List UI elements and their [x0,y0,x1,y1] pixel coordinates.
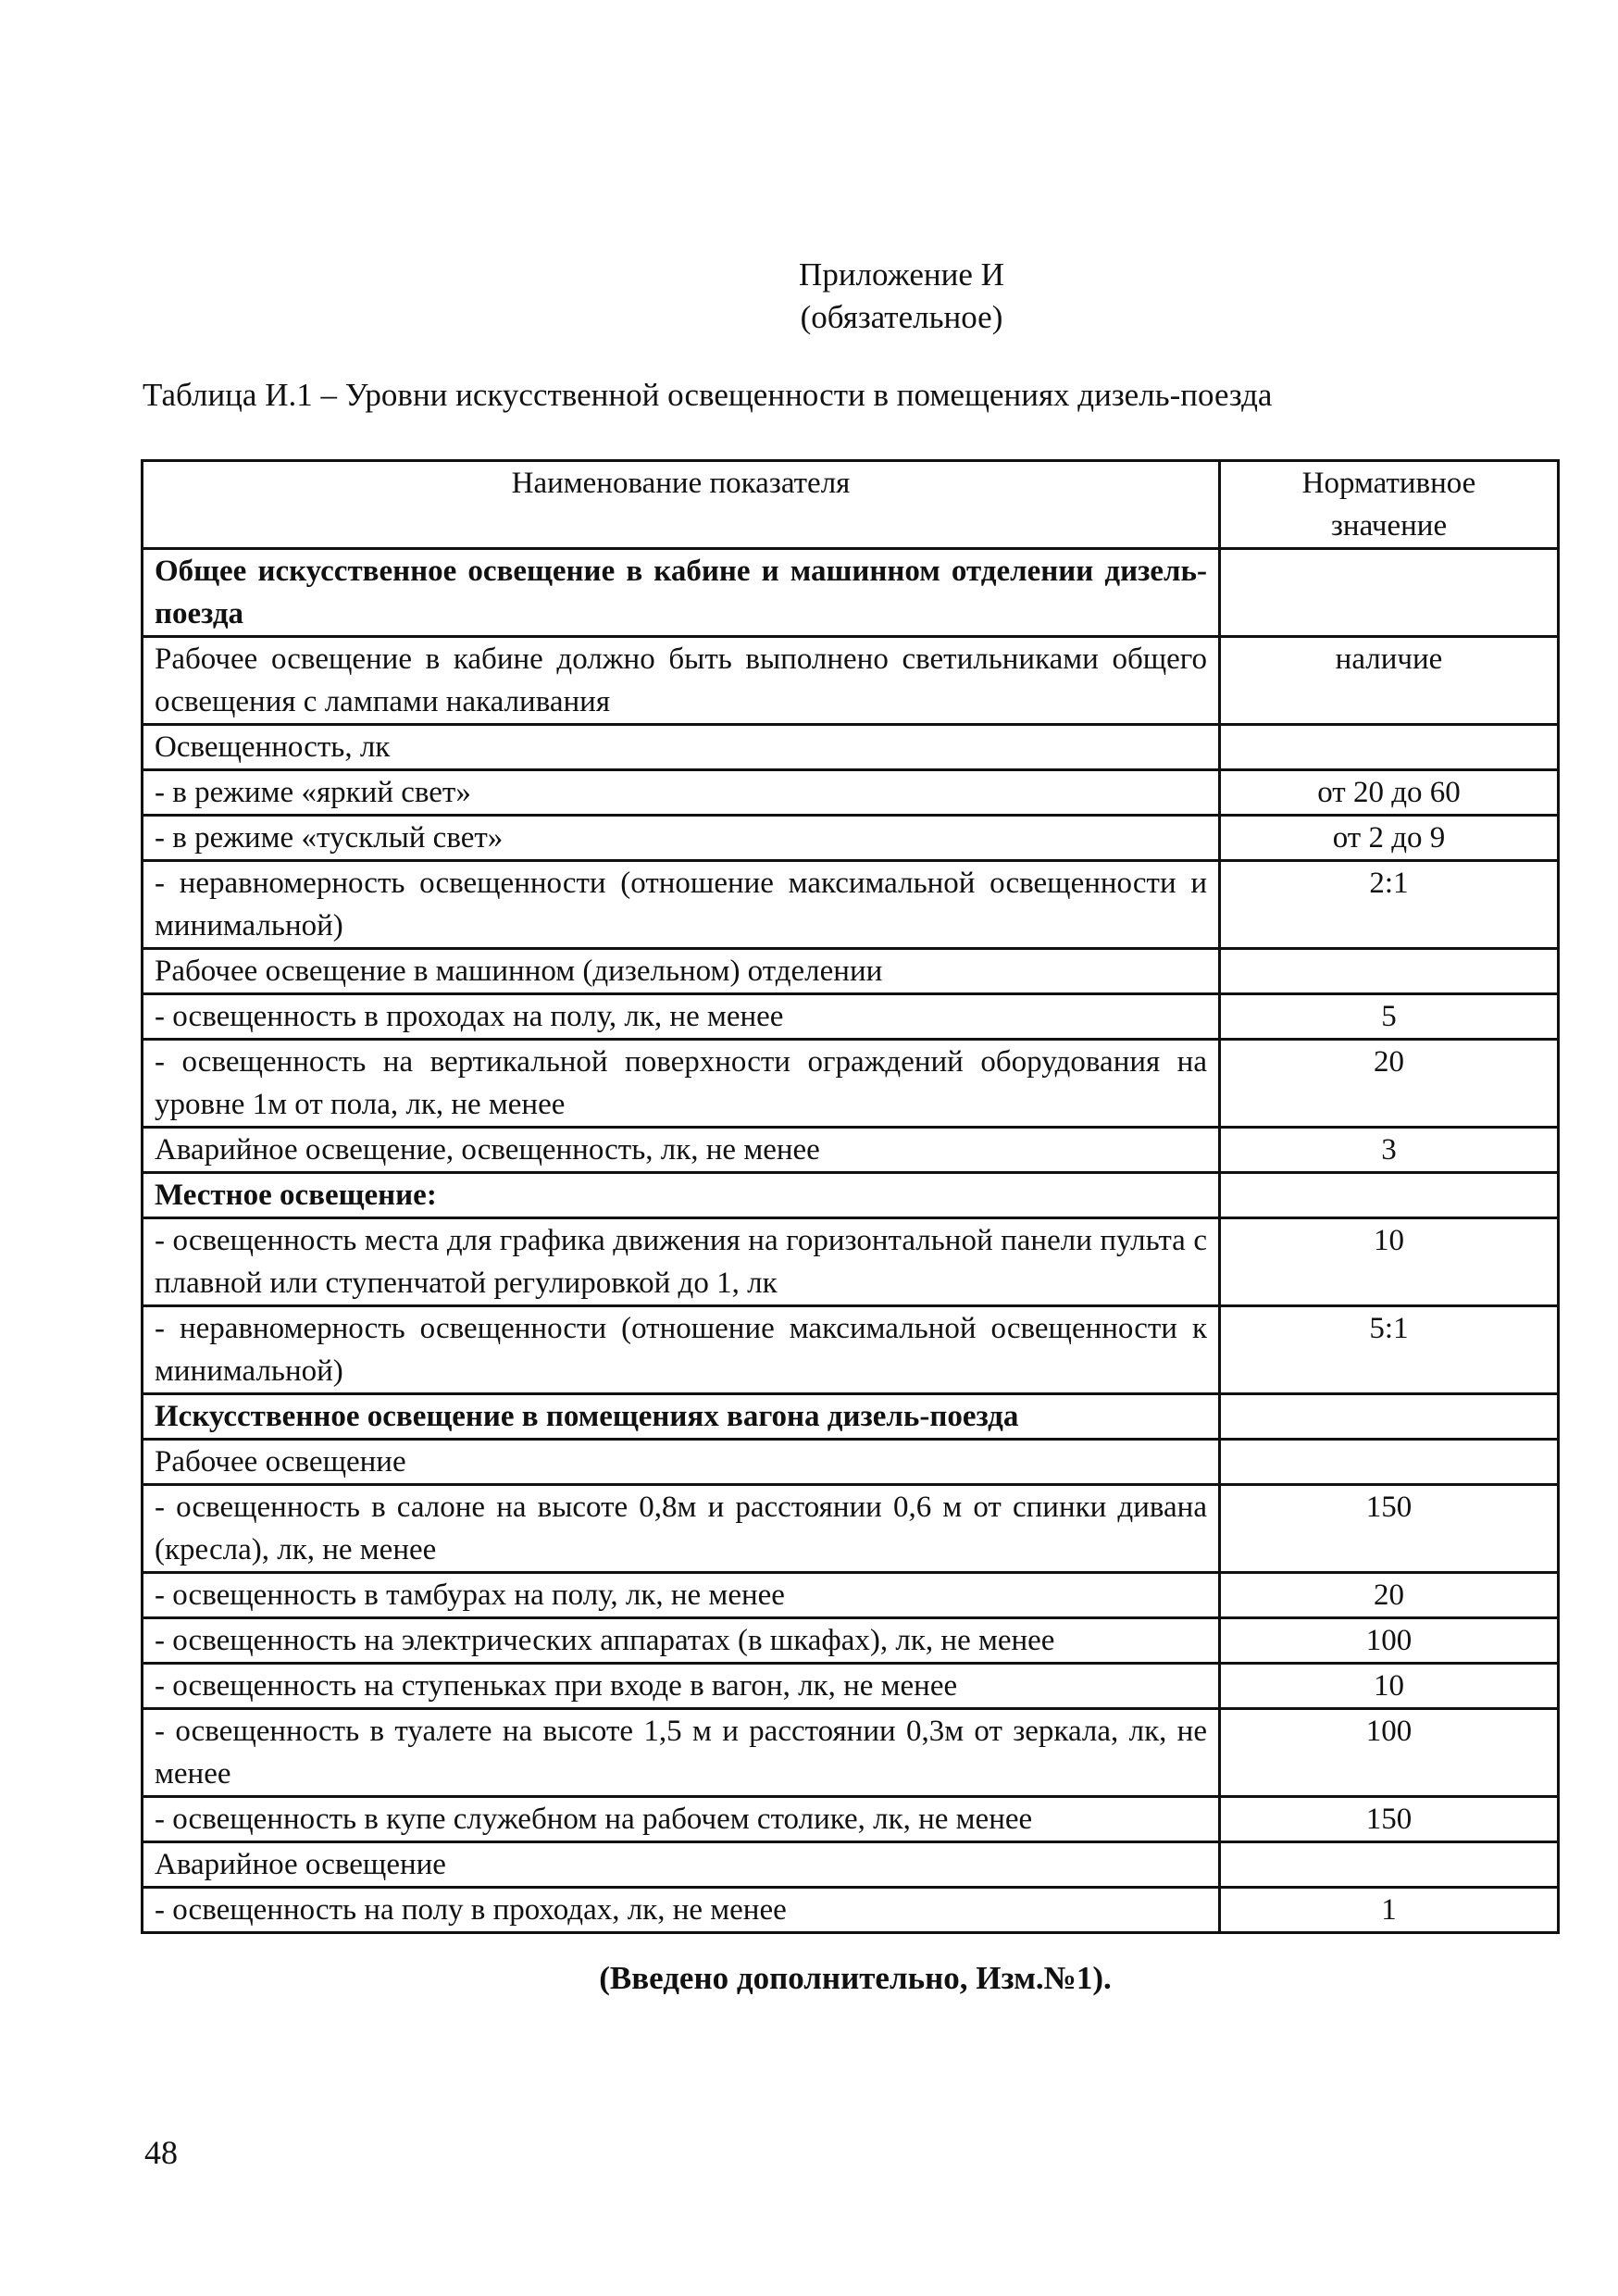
page-number: 48 [144,2134,178,2171]
row-value-cell [1220,1440,1559,1485]
row-indicator-cell: Аварийное освещение, освещенность, лк, не менее [143,1128,1220,1173]
table-row [143,994,1559,1040]
row-value-cell: 10 [1220,1218,1559,1306]
header-value: Нормативное значение [1220,461,1559,549]
row-value-cell [1220,1842,1559,1888]
row-value-cell: 20 [1220,1040,1559,1128]
table-row [143,1485,1559,1573]
table-header-row [143,461,1559,549]
row-indicator-cell: - освещенность в тамбурах на полу, лк, не менее [143,1573,1220,1618]
row-indicator-cell: - освещенность на полу в проходах, лк, не менее [143,1888,1220,1933]
table-row [143,549,1559,637]
table-row [143,1709,1559,1797]
table-caption: Таблица И.1 – Уровни искусственной освещенности в помещениях дизель-поезда [143,377,1273,413]
amendment-note: (Введено дополнительно, Изм.№1). [599,1960,1112,1996]
row-value-cell [1220,1394,1559,1440]
table-row [143,1306,1559,1394]
table-row [143,1618,1559,1664]
row-indicator-cell: Рабочее освещение в кабине должно быть выполнено светильниками общего освещения с лампами накаливания [143,637,1220,725]
row-indicator-cell: Рабочее освещение [143,1440,1220,1485]
appendix-status: (обязательное) [800,299,1003,335]
table-row [143,1128,1559,1173]
row-value-cell: 10 [1220,1664,1559,1709]
row-value-cell: 20 [1220,1573,1559,1618]
row-indicator-cell: - освещенность в проходах на полу, лк, не менее [143,994,1220,1040]
row-indicator-cell: Искусственное освещение в помещениях вагона дизель-поезда [143,1394,1220,1440]
table-row [143,637,1559,725]
row-value-cell: 5 [1220,994,1559,1040]
table-row [143,816,1559,861]
row-value-cell: от 2 до 9 [1220,816,1559,861]
table-row [143,770,1559,816]
table-row [143,1842,1559,1888]
row-indicator-cell: - в режиме «тусклый свет» [143,816,1220,861]
row-indicator-cell: - в режиме «яркий свет» [143,770,1220,816]
table-row [143,1440,1559,1485]
table-row [143,1573,1559,1618]
table-row [143,1173,1559,1218]
row-value-cell: 2:1 [1220,861,1559,949]
row-value-cell: 100 [1220,1618,1559,1664]
table-row [143,1797,1559,1842]
row-indicator-cell: - освещенность в купе служебном на рабочем столике, лк, не менее [143,1797,1220,1842]
row-indicator-cell: Местное освещение: [143,1173,1220,1218]
row-value-cell: 5:1 [1220,1306,1559,1394]
row-value-cell: наличие [1220,637,1559,725]
row-value-cell [1220,725,1559,770]
table-row [143,1888,1559,1933]
table-row [143,725,1559,770]
row-indicator-cell: Освещенность, лк [143,725,1220,770]
header-indicator: Наименование показателя [143,461,1220,549]
row-value-cell: 3 [1220,1128,1559,1173]
illumination-table [141,459,1560,1934]
row-indicator-cell: - освещенность на электрических аппаратах (в шкафах), лк, не менее [143,1618,1220,1664]
row-indicator-cell: - освещенность места для графика движения на горизонтальной панели пульта с плавной или ступенчатой регулировкой до 1, лк [143,1218,1220,1306]
row-indicator-cell: - освещенность на ступеньках при входе в вагон, лк, не менее [143,1664,1220,1709]
row-value-cell: 150 [1220,1797,1559,1842]
appendix-title: Приложение И [799,256,1004,293]
row-indicator-cell: Общее искусственное освещение в кабине и машинном отделении дизель-поезда [143,549,1220,637]
row-value-cell [1220,949,1559,994]
row-indicator-cell: - освещенность в туалете на высоте 1,5 м и расстоянии 0,3м от зеркала, лк, не менее [143,1709,1220,1797]
row-value-cell: от 20 до 60 [1220,770,1559,816]
row-indicator-cell: - неравномерность освещенности (отношение максимальной освещенности и минимальной) [143,861,1220,949]
row-value-cell: 1 [1220,1888,1559,1933]
table-row [143,1040,1559,1128]
row-indicator-cell: Аварийное освещение [143,1842,1220,1888]
row-indicator-cell: - освещенность на вертикальной поверхности ограждений оборудования на уровне 1м от пола, лк, не менее [143,1040,1220,1128]
row-indicator-cell: Рабочее освещение в машинном (дизельном) отделении [143,949,1220,994]
table-row [143,949,1559,994]
row-indicator-cell: - неравномерность освещенности (отношение максимальной освещенности к минимальной) [143,1306,1220,1394]
row-value-cell: 150 [1220,1485,1559,1573]
row-value-cell [1220,1173,1559,1218]
table-row [143,861,1559,949]
table-row [143,1664,1559,1709]
table-row [143,1218,1559,1306]
table-row [143,1394,1559,1440]
row-value-cell: 100 [1220,1709,1559,1797]
row-value-cell [1220,549,1559,637]
row-indicator-cell: - освещенность в салоне на высоте 0,8м и расстоянии 0,6 м от спинки дивана (кресла), лк, не менее [143,1485,1220,1573]
